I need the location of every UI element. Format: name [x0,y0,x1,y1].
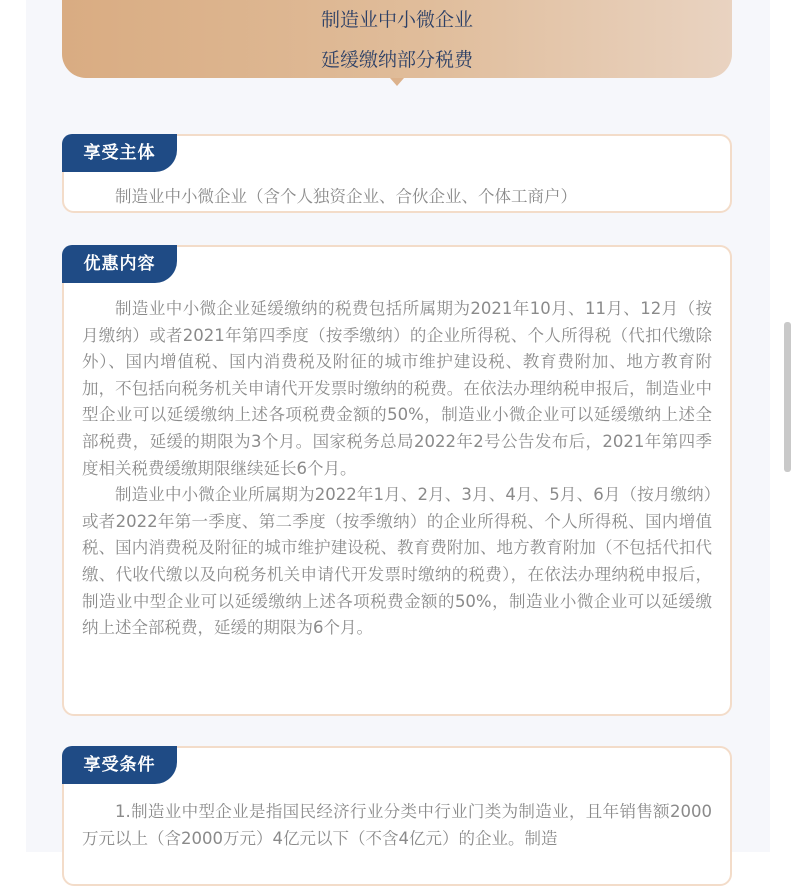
section-paragraph: 制造业中小微企业（含个人独资企业、合伙企业、个体工商户） [115,187,577,206]
section-paragraph: 制造业中小微企业所属期为2022年1月、2月、3月、4月、5月、6月（按月缴纳）或者2022年第一季度、第二季度（按季缴纳）的企业所得税、个人所得税、国内增值税、国内消费税及附征的城市维护建设税、教育费附加、地方教育附加（不包括代扣代缴、代收代缴以及向税务机关申请代开发票时缴纳的税费），在依法办理纳税申报后，制造业中型企业可以延缓缴纳上述各项税费金额的50%，制造业小微企业可以延缓缴纳上述全部税费，延缓的期限为6个月。 [82,485,712,638]
section-card-beneficiary [62,134,732,213]
section-card-conditions [62,746,732,886]
title-banner [62,0,732,78]
section-body [82,296,712,642]
banner-pointer-arrow [390,78,404,86]
section-body [82,799,712,852]
scrollbar-thumb[interactable] [784,322,791,472]
section-body [82,187,712,207]
section-paragraph: 1.制造业中型企业是指国民经济行业分类中行业门类为制造业，且年销售额2000万元以上（含2000万元）4亿元以下（不含4亿元）的企业。制造 [82,802,712,848]
section-tag: 享受条件 [62,746,177,784]
banner-title-line-2: 延缓缴纳部分税费 [320,49,473,71]
section-card-benefit-content [62,245,732,716]
section-tag: 享受主体 [62,134,177,172]
section-tag: 优惠内容 [62,245,177,283]
section-paragraph: 制造业中小微企业延缓缴纳的税费包括所属期为2021年10月、11月、12月（按月缴纳）或者2021年第四季度（按季缴纳）的企业所得税、个人所得税（代扣代缴除外）、国内增值税、国内消费税及附征的城市维护建设税、教育费附加、地方教育附加，不包括向税务机关申请代开发票时缴纳的税费。在依法办理纳税申报后，制造业中型企业可以延缓缴纳上述各项税费金额的50%，制造业小微企业可以延缓缴纳上述全部税费，延缓的期限为3个月。国家税务总局2022年2号公告发布后，2021年第四季度相关税费缓缴期限继续延长6个月。 [82,299,712,478]
banner-title-line-1: 制造业中小微企业 [320,9,473,31]
